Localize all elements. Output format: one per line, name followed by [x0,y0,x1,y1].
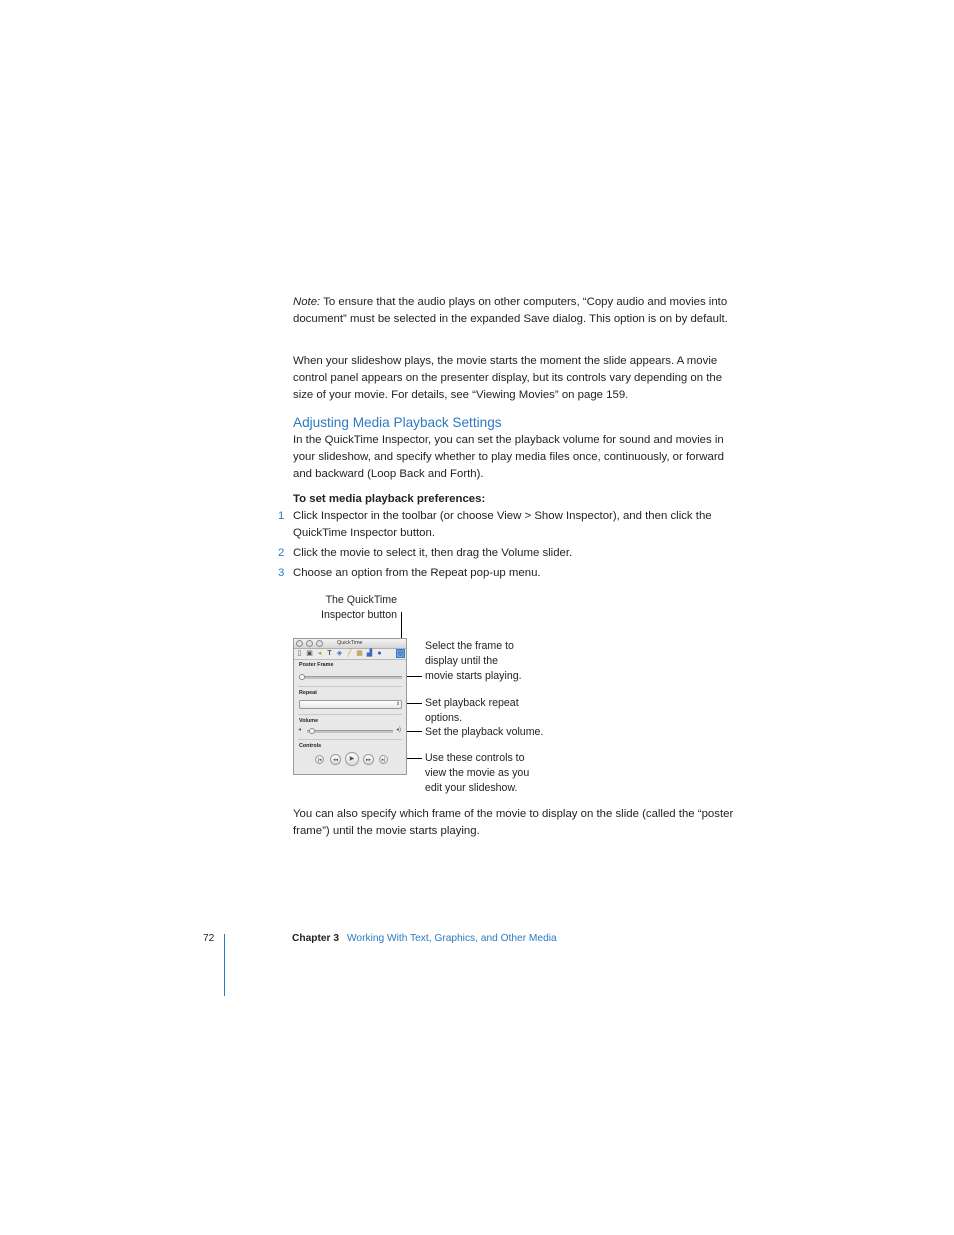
controls-label: Controls [299,743,322,749]
section-intro: In the QuickTime Inspector, you can set the playback volume for sound and movies in your slideshow, and specify whether to play media files once, continuously, or forward and backward (Loop Back and Forth). [293,434,724,481]
play-button[interactable]: ▶ [345,752,359,766]
note-label: Note: [293,296,321,308]
text-inspector-icon[interactable]: T [327,650,332,657]
inspector-toolbar [294,649,406,660]
body-paragraph-poster-frame: You can also specify which frame of the movie to display on the slide (called the “poster frame”) until the movie starts playing. [293,808,734,838]
popup-arrows-icon: ⇕ [395,701,400,707]
quicktime-inspector-window [293,638,407,775]
hyperlink-inspector-icon[interactable]: ● [377,650,382,657]
step-number: 3 [278,567,285,579]
go-to-end-button[interactable]: ▸| [379,755,388,764]
poster-frame-slider-track[interactable] [299,676,402,679]
volume-high-icon: ◂) [396,727,402,733]
note-text: To ensure that the audio plays on other computers, “Copy audio and movies into document” must be selected in the expanded Save dialog. This option is on by default. [293,296,728,326]
step-number: 1 [278,510,285,522]
section-heading: Adjusting Media Playback Settings [293,415,502,430]
volume-low-icon: ◂ [298,727,302,733]
build-inspector-icon[interactable]: ◂ [317,650,322,657]
close-window-icon[interactable] [296,640,303,647]
window-title: QuickTime [337,640,363,646]
go-to-start-button[interactable]: |◂ [315,755,324,764]
chart-inspector-icon[interactable]: ▟ [366,650,373,657]
step-number: 2 [278,547,285,559]
fast-forward-button[interactable]: ▸▸ [363,754,374,765]
quicktime-icon: ◎ [397,650,404,657]
zoom-window-icon[interactable] [316,640,323,647]
slide-inspector-icon[interactable]: ▣ [306,650,313,657]
graphic-inspector-icon[interactable]: ◈ [336,650,343,657]
minimize-window-icon[interactable] [306,640,313,647]
window-titlebar [294,639,406,649]
note-paragraph [293,294,738,328]
callout-controls: Use these controls to view the movie as you edit your slideshow. [425,752,530,794]
volume-slider-track[interactable] [307,730,393,733]
repeat-popup-menu[interactable] [299,700,402,709]
poster-frame-slider-thumb[interactable] [299,674,305,680]
section-divider [298,739,402,740]
step-text: Choose an option from the Repeat pop-up menu. [293,567,541,579]
poster-frame-label: Poster Frame [299,662,334,668]
chapter-label: Chapter 3 [292,933,339,944]
footer-rule [224,934,225,996]
volume-slider-thumb[interactable] [309,728,315,734]
volume-label: Volume [299,718,319,724]
section-divider [298,686,402,687]
step-text: Click Inspector in the toolbar (or choose View > Show Inspector), and then click the QuickTime Inspector button. [293,510,712,540]
task-title: To set media playback preferences: [293,493,486,505]
body-paragraph-movie-playback: When your slideshow plays, the movie starts the moment the slide appears. A movie control panel appears on the presenter display, but its controls vary depending on the size of your movie. For details, see “Viewing Movies” on page 159. [293,355,723,402]
rewind-button[interactable]: ◂◂ [330,754,341,765]
metrics-inspector-icon[interactable]: ╱ [347,650,352,657]
repeat-label: Repeat [299,690,317,696]
callout-poster-frame: Select the frame to display until the movie starts playing. [425,640,522,682]
callout-volume: Set the playback volume. [425,726,544,738]
table-inspector-icon[interactable]: ▦ [356,650,363,657]
callout-repeat: Set playback repeat options. [425,697,519,724]
step-text: Click the movie to select it, then drag the Volume slider. [293,547,573,559]
document-inspector-icon[interactable]: ▯ [297,650,302,657]
section-divider [298,714,402,715]
page-number: 72 [203,933,215,944]
chapter-title-link[interactable]: Working With Text, Graphics, and Other Media [347,933,557,944]
callout-inspector-button: The QuickTime Inspector button [321,594,397,621]
